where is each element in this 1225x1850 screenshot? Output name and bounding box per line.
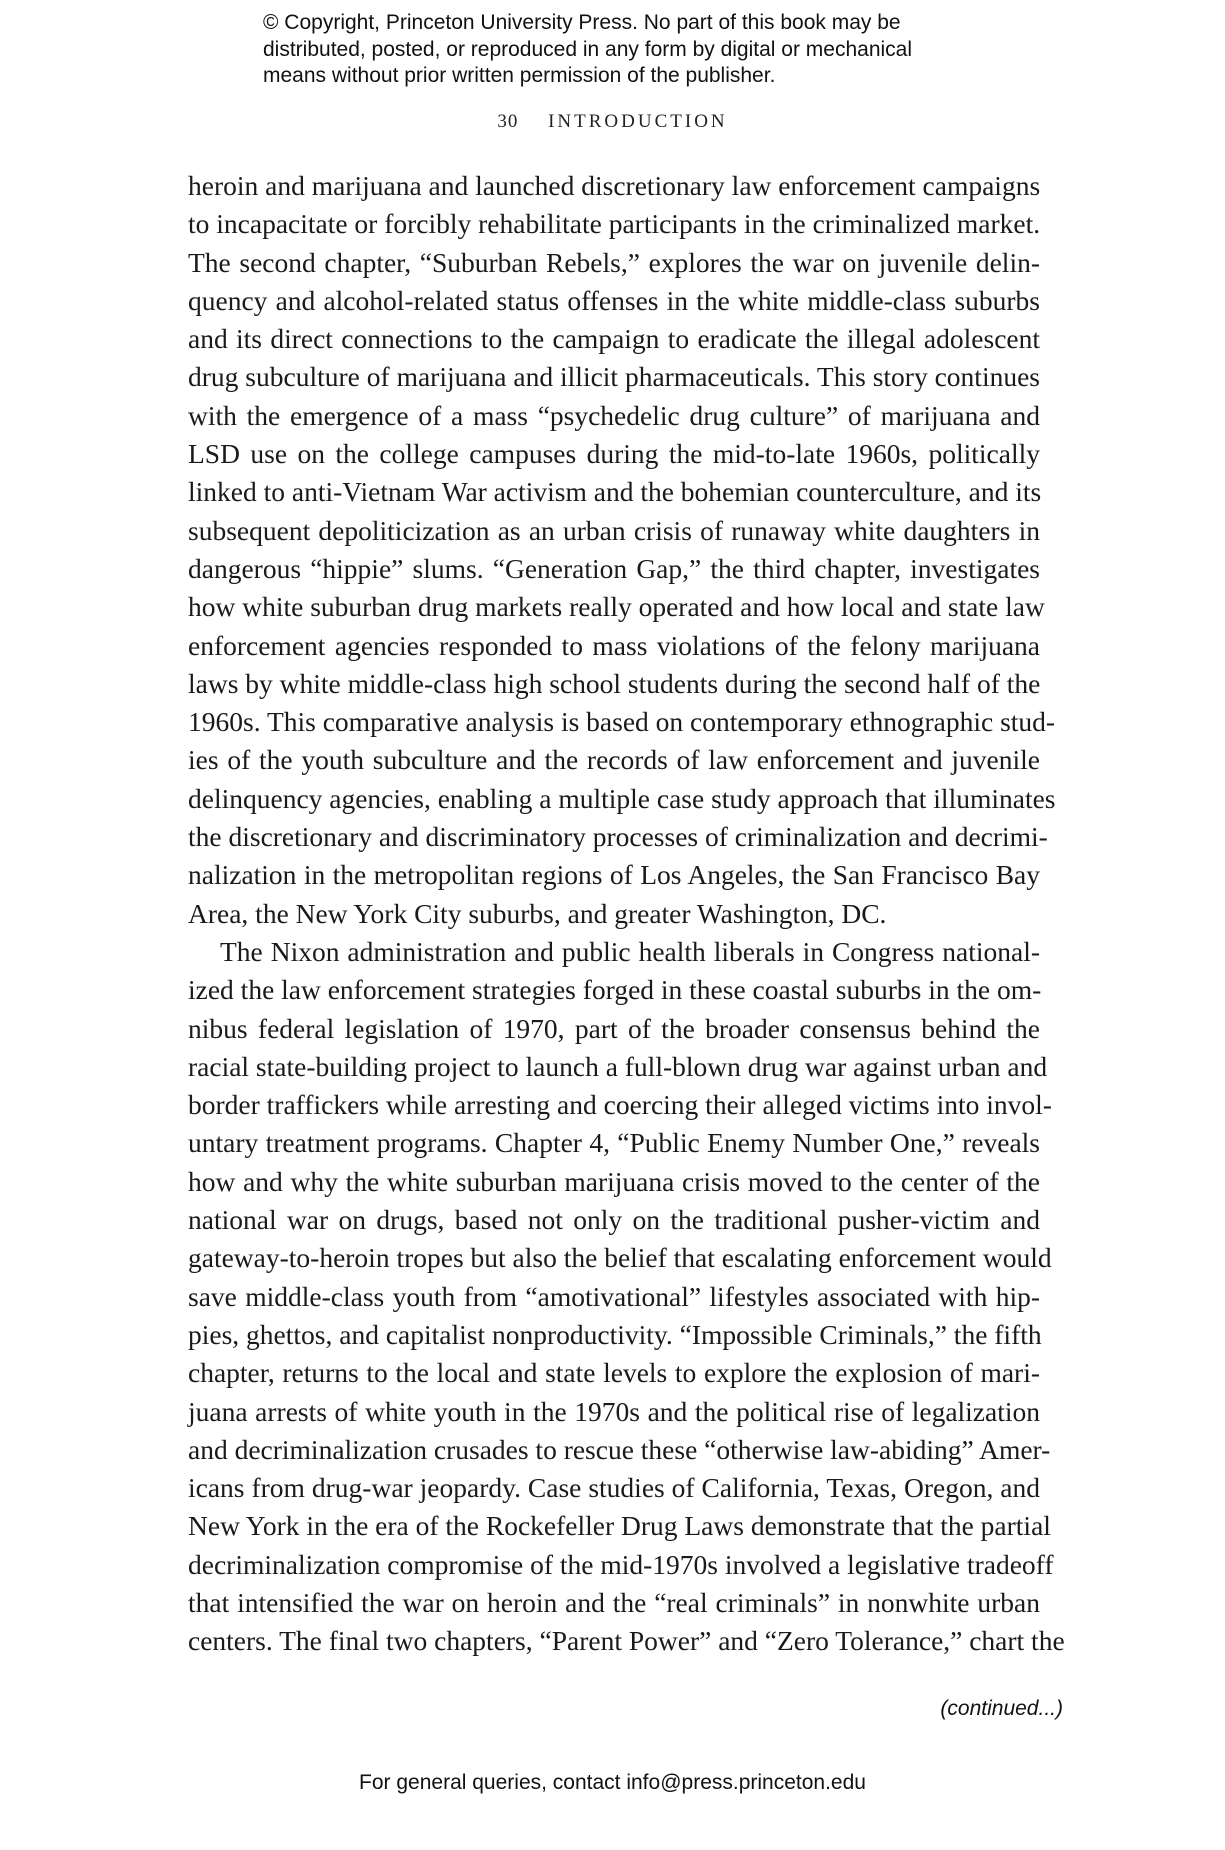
text-line: to incapacitate or forcibly rehabilitate participants in the criminalized market. [188,208,1041,240]
continued-note: (continued...) [940,1697,1063,1720]
text-line: save middle-class youth from “amotivational” lifestyles associated with hip- [188,1280,1040,1312]
text-line: gateway-to-heroin tropes but also the belief that escalating enforcement would [188,1242,1052,1274]
copyright-notice [263,10,1023,90]
running-head [0,111,1225,133]
text-line: chapter, returns to the local and state levels to explore the explosion of mari- [188,1357,1040,1389]
text-line: nibus federal legislation of 1970, part of the broader consensus behind the [188,1012,1040,1044]
copyright-line: means without prior written permission of the publisher. [263,64,776,87]
text-line: ies of the youth subculture and the records of law enforcement and juvenile [188,744,1040,776]
text-line: that intensified the war on heroin and the “real criminals” in nonwhite urban [188,1586,1040,1618]
text-line: heroin and marijuana and launched discretionary law enforcement campaigns [188,170,1041,201]
text-line: subsequent depoliticization as an urban crisis of runaway white daughters in [188,514,1040,546]
text-line: linked to anti-Vietnam War activism and the bohemian counterculture, and its [188,476,1042,508]
text-line: and decriminalization crusades to rescue these “otherwise law-abiding” Amer- [188,1433,1051,1465]
copyright-line: © Copyright, Princeton University Press. No part of this book may be [263,11,901,34]
text-line: The Nixon administration and public health liberals in Congress national- [220,935,1040,967]
text-line: the discretionary and discriminatory processes of criminalization and decrimi- [188,821,1048,853]
text-line: drug subculture of marijuana and illicit pharmaceuticals. This story continues [188,361,1040,393]
text-line: Area, the New York City suburbs, and greater Washington, DC. [188,897,887,929]
text-line: with the emergence of a mass “psychedelic drug culture” of marijuana and [188,399,1040,431]
text-line: how and why the white suburban marijuana crisis moved to the center of the [188,1165,1040,1197]
text-line: and its direct connections to the campaign to eradicate the illegal adolescent [188,323,1040,355]
text-line: icans from drug-war jeopardy. Case studies of California, Texas, Oregon, and [188,1472,1040,1504]
text-line: enforcement agencies responded to mass violations of the felony marijuana [188,629,1040,661]
text-line: The second chapter, “Suburban Rebels,” explores the war on juvenile delin- [188,246,1040,278]
text-line: laws by white middle-class high school students during the second half of the [188,667,1041,699]
text-line: ized the law enforcement strategies forged in these coastal suburbs in the om- [188,974,1042,1006]
body-text [188,167,1065,1661]
text-line: dangerous “hippie” slums. “Generation Gap,” the third chapter, investigates [188,552,1040,584]
text-line: centers. The final two chapters, “Parent Power” and “Zero Tolerance,” chart the [188,1625,1065,1657]
text-line: New York in the era of the Rockefeller Drug Laws demonstrate that the partial [188,1510,1051,1542]
text-line: 1960s. This comparative analysis is based on contemporary ethnographic stud- [188,706,1056,738]
section-title: INTRODUCTION [548,111,728,132]
text-line: pies, ghettos, and capitalist nonproductivity. “Impossible Criminals,” the fifth [188,1318,1042,1350]
page-number: 30 [497,111,519,132]
text-line: delinquency agencies, enabling a multiple case study approach that illuminates [188,782,1056,814]
text-line: decriminalization compromise of the mid-1970s involved a legislative tradeoff [188,1548,1054,1580]
text-line: border traffickers while arresting and coercing their alleged victims into invol- [188,1089,1052,1121]
footer-contact: For general queries, contact info@press.princeton.edu [359,1771,866,1794]
text-line: quency and alcohol-related status offenses in the white middle-class suburbs [188,284,1040,316]
text-line: how white suburban drug markets really operated and how local and state law [188,591,1045,623]
text-line: nalization in the metropolitan regions of Los Angeles, the San Francisco Bay [188,859,1040,891]
text-line: juana arrests of white youth in the 1970s and the political rise of legalization [188,1395,1040,1427]
text-line: untary treatment programs. Chapter 4, “Public Enemy Number One,” reveals [188,1127,1040,1159]
copyright-line: distributed, posted, or reproduced in any form by digital or mechanical [263,37,913,61]
text-line: LSD use on the college campuses during the mid-to-late 1960s, politically [188,438,1040,470]
text-line: national war on drugs, based not only on the traditional pusher-victim and [188,1204,1040,1236]
text-line: racial state-building project to launch a full-blown drug war against urban and [188,1050,1048,1082]
